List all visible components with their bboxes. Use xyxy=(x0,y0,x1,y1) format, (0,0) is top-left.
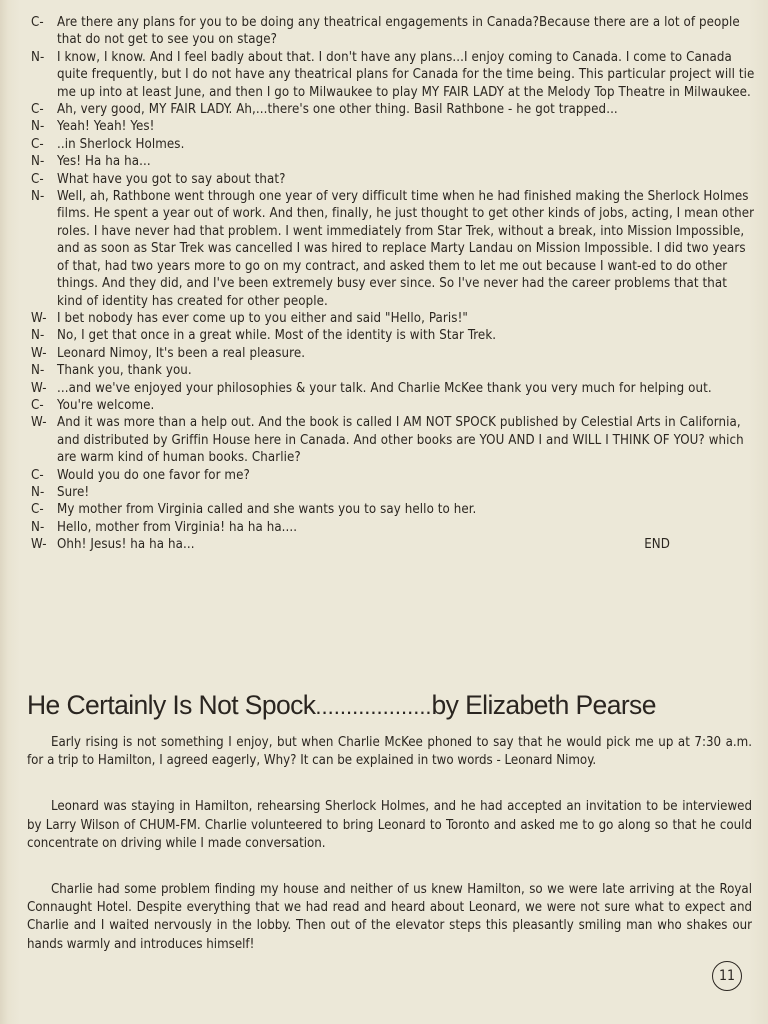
line-text: Well, ah, Rathbone went through one year of very difficult time when he had finished making the Sherlock Holmes films. He spent a year out of work. And then, finally, he just thought to get other kinds of jobs, acting, I mean other roles. I have never had that problem. I went immediately from Star Trek, without a break, into Mission Impossible, and as soon as Star Trek was cancelled I was hired to replace Marty Landau on Mission Impossible. I did two years of that, had two years more to go on my contract, and asked them to let me out because I want-ed to do other things. And they did, and I've been extremely busy ever since. So I've never had the career problems that that kind of identity has created for other people. xyxy=(57,189,755,309)
speaker-label: W- xyxy=(31,380,47,396)
end-marker: END xyxy=(644,537,670,553)
speaker-label: C- xyxy=(31,171,44,187)
speaker-label: W- xyxy=(31,415,47,431)
page-number: 11 xyxy=(712,961,742,991)
line-text: ..in Sherlock Holmes. xyxy=(57,136,185,152)
article-byline: by Elizabeth Pearse xyxy=(431,690,656,720)
speaker-label: N- xyxy=(31,49,45,65)
article-title xyxy=(27,688,747,724)
speaker-label: W- xyxy=(31,310,47,326)
speaker-label: C- xyxy=(31,467,44,483)
speaker-label: W- xyxy=(31,537,47,553)
interview-line xyxy=(31,467,756,484)
speaker-label: C- xyxy=(31,397,44,413)
interview-line xyxy=(31,171,756,188)
line-text: My mother from Virginia called and she wants you to say hello to her. xyxy=(57,502,477,518)
speaker-label: C- xyxy=(31,15,44,30)
line-text: Yes! Ha ha ha... xyxy=(57,154,151,170)
interview-line xyxy=(31,362,756,379)
interview-line xyxy=(31,536,756,553)
line-text: I bet nobody has ever come up to you either and said "Hello, Paris!" xyxy=(57,310,468,326)
line-text: Ah, very good, MY FAIR LADY. Ah,...there's one other thing. Basil Rathbone - he got trapped... xyxy=(57,102,618,118)
title-leader-dots: ................... xyxy=(315,694,432,719)
speaker-label: N- xyxy=(31,154,45,170)
interview-line xyxy=(31,380,756,397)
line-text: ...and we've enjoyed your philosophies & your talk. And Charlie McKee thank you very much for helping out. xyxy=(57,380,712,396)
interview-line xyxy=(31,397,756,414)
speaker-label: N- xyxy=(31,484,45,500)
speaker-label: N- xyxy=(31,189,45,205)
interview-line xyxy=(31,519,756,536)
interview-line xyxy=(31,14,756,49)
line-text: And it was more than a help out. And the book is called I AM NOT SPOCK published by Celestial Arts in California, and distributed by Griffin House here in Canada. And other books are YOU AND I and WILL I THINK OF YOU? which are warm kind of human books. Charlie? xyxy=(57,415,744,466)
interview-line xyxy=(31,501,756,518)
article-paragraph: Leonard was staying in Hamilton, rehearsing Sherlock Holmes, and he had accepted an invitation to be interviewed by Larry Wilson of CHUM-FM. Charlie volunteered to bring Leonard to Toronto and asked me to go along so that he could concentrate on driving while I made conversation. xyxy=(27,799,752,851)
line-text: Thank you, thank you. xyxy=(57,363,192,379)
line-text: No, I get that once in a great while. Most of the identity is with Star Trek. xyxy=(57,328,497,344)
interview-line xyxy=(31,327,756,344)
speaker-label: N- xyxy=(31,519,45,535)
line-text: I know, I know. And I feel badly about that. I don't have any plans...I enjoy coming to Canada. I come to Canada quite frequently, but I do not have any theatrical plans for Canada for the time being. This particular project will tie me up into at least June, and then I go to Milwaukee to play MY FAIR LADY at the Melody Top Theatre in Milwaukee. xyxy=(57,49,755,100)
interview-line xyxy=(31,484,756,501)
line-text: Hello, mother from Virginia! ha ha ha.... xyxy=(57,519,298,535)
interview-line xyxy=(31,414,756,466)
speaker-label: N- xyxy=(31,328,45,344)
line-text: Sure! xyxy=(57,484,90,500)
line-text: What have you got to say about that? xyxy=(57,171,286,187)
speaker-label: C- xyxy=(31,102,44,118)
interview-line xyxy=(31,118,756,135)
speaker-label: W- xyxy=(31,345,47,361)
interview-line xyxy=(31,153,756,170)
line-text: Yeah! Yeah! Yes! xyxy=(57,119,155,135)
last-line-row xyxy=(57,536,756,553)
interview-line xyxy=(31,136,756,153)
speaker-label: C- xyxy=(31,502,44,518)
article-title-text: He Certainly Is Not Spock xyxy=(27,690,316,720)
interview-line xyxy=(31,345,756,362)
line-text: Ohh! Jesus! ha ha ha... xyxy=(57,537,195,553)
article-paragraph: Early rising is not something I enjoy, but when Charlie McKee phoned to say that he would pick me up at 7:30 a.m. for a trip to Hamilton, I agreed eagerly, Why? It can be explained in two words - Leonard Nimoy. xyxy=(27,735,752,769)
speaker-label: N- xyxy=(31,119,45,135)
speaker-label: C- xyxy=(31,136,44,152)
interview-line xyxy=(31,49,756,101)
interview-line xyxy=(31,188,756,310)
line-text: You're welcome. xyxy=(57,397,155,413)
article-paragraph: Charlie had some problem finding my house and neither of us knew Hamilton, so we were late arriving at the Royal Connaught Hotel. Despite everything that we had read and heard about Leonard, we were not sure what to expect and Charlie and I waited nervously in the lobby. Then out of the elevator steps this pleasantly smiling man who shakes our hands warmly and introduces himself! xyxy=(27,882,752,952)
article-body xyxy=(27,734,752,982)
line-text: Leonard Nimoy, It's been a real pleasure. xyxy=(57,345,306,361)
line-text: Would you do one favor for me? xyxy=(57,467,250,483)
line-text: Are there any plans for you to be doing any theatrical engagements in Canada?Because there are a lot of people that do not get to see you on stage? xyxy=(57,15,740,48)
interview-line xyxy=(31,310,756,327)
speaker-label: N- xyxy=(31,363,45,379)
interview-line xyxy=(31,101,756,118)
interview-transcript xyxy=(31,14,756,554)
